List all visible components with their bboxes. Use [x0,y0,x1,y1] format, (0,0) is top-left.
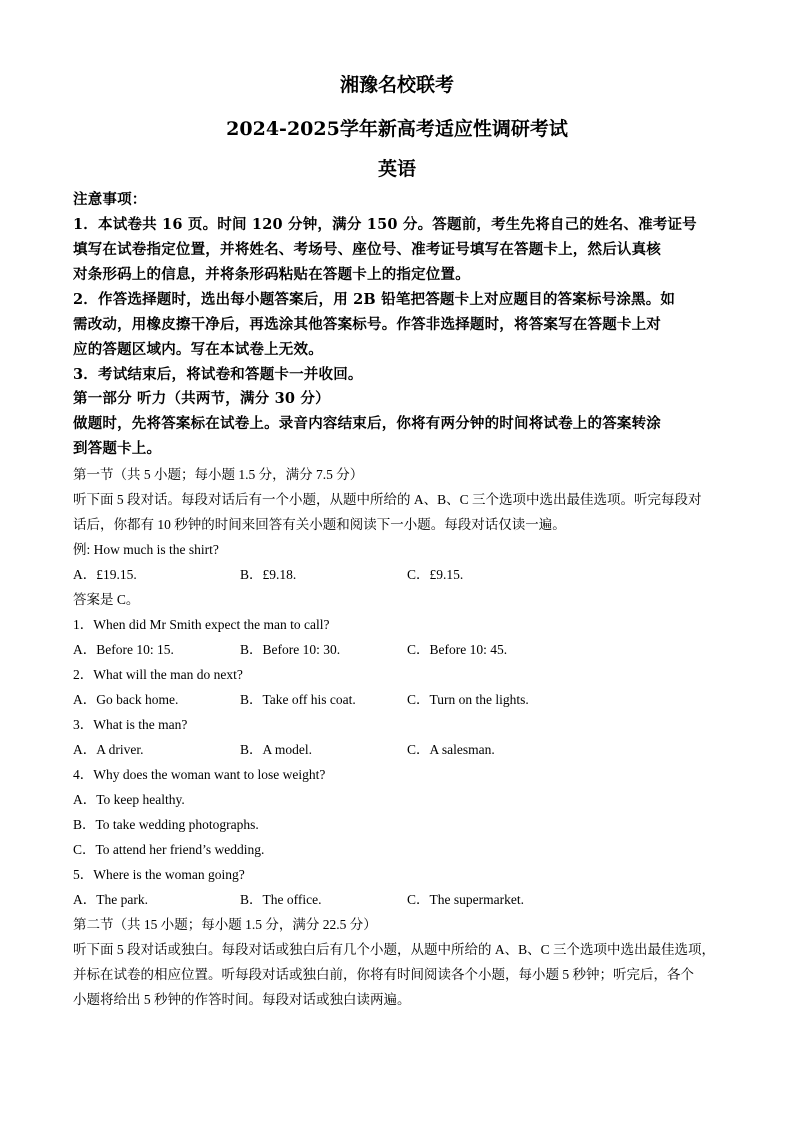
section2-instruction-line: 小题将给出 5 秒钟的作答时间。每段对话或独白读两遍。 [73,992,411,1007]
notice-line: 3．考试结束后，将试卷和答题卡一并收回。 [73,366,363,383]
section1-instruction-line: 听下面 5 段对话。每段对话后有一个小题，从题中所给的 A、B、C 三个选项中选出最佳选项。听完每段对 [73,492,702,507]
school-title: 湘豫名校联考 [339,74,454,96]
section2-instruction-line: 听下面 5 段对话或独白。每段对话或独白后有几个小题，从题中所给的 A、B、C 三个选项中选出最佳选项， [73,942,716,957]
section2-instruction-line: 并标在试卷的相应位置。听每段对话或独白前，你将有时间阅读各个小题，每小题 5 秒钟；听完后，各个 [73,967,694,982]
option-a: A．To keep healthy. [73,792,185,807]
example-options-row [73,563,753,583]
question-3-options [73,738,753,758]
example-question: 例: How much is the shirt? [73,542,219,557]
option-b: B．The office. [240,892,322,907]
question-1: 1．When did Mr Smith expect the man to call? [73,617,330,632]
option-a: A．Before 10: 15. [73,642,174,657]
question-2: 2．What will the man do next? [73,667,243,682]
option-c: C．To attend her friend’s wedding. [73,842,265,857]
notice-line: 1．本试卷共 16 页。时间 120 分钟，满分 150 分。答题前，考生先将自己的姓名、准考证号 [73,216,697,233]
option-a: A．Go back home. [73,692,179,707]
section2-heading: 第二节（共 15 小题；每小题 1.5 分，满分 22.5 分） [73,917,377,932]
option-c: C．A salesman. [407,742,495,757]
notice-line: 应的答题区域内。写在本试卷上无效。 [73,341,323,358]
option-b: B．Take off his coat. [240,692,356,707]
option-b: B．£9.18. [240,567,297,582]
option-c: C．Before 10: 45. [407,642,508,657]
section1-instruction-line: 话后，你都有 10 秒钟的时间来回答有关小题和阅读下一小题。每段对话仅读一遍。 [73,517,566,532]
notice-line: 填写在试卷指定位置，并将姓名、考场号、座位号、准考证号填写在答题卡上，然后认真核 [73,241,661,258]
notice-line: 需改动，用橡皮擦干净后，再选涂其他答案标号。作答非选择题时，将答案写在答题卡上对 [73,316,661,333]
question-5-options [73,888,753,908]
part1-intro-line: 做题时，先将答案标在试卷上。录音内容结束后，你将有两分钟的时间将试卷上的答案转涂 [73,415,661,432]
option-a: A．The park. [73,892,148,907]
notice-heading: 注意事项： [73,191,147,208]
question-1-options [73,638,753,658]
part1-heading: 第一部分 听力（共两节，满分 30 分） [73,390,330,407]
section1-heading: 第一节（共 5 小题；每小题 1.5 分，满分 7.5 分） [73,467,364,482]
option-a: A．£19.15. [73,567,137,582]
option-b: B．Before 10: 30. [240,642,341,657]
notice-line: 2．作答选择题时，选出每小题答案后，用 2B 铅笔把答题卡上对应题目的答案标号涂黑。如 [73,291,676,308]
question-4: 4．Why does the woman want to lose weight? [73,767,326,782]
notice-line: 对条形码上的信息，并将条形码粘贴在答题卡上的指定位置。 [73,266,470,283]
example-answer: 答案是 C。 [73,592,140,607]
question-3: 3．What is the man? [73,717,188,732]
part1-intro-line: 到答题卡上。 [73,440,162,457]
exam-title: 2024-2025学年新高考适应性调研考试 [226,118,568,140]
option-c: C．£9.15. [407,567,464,582]
question-2-options [73,688,753,708]
option-b: B．To take wedding photographs. [73,817,259,832]
option-a: A．A driver. [73,742,144,757]
option-c: C．Turn on the lights. [407,692,529,707]
option-b: B．A model. [240,742,313,757]
option-c: C．The supermarket. [407,892,524,907]
question-5: 5．Where is the woman going? [73,867,245,882]
subject-title: 英语 [377,158,416,180]
